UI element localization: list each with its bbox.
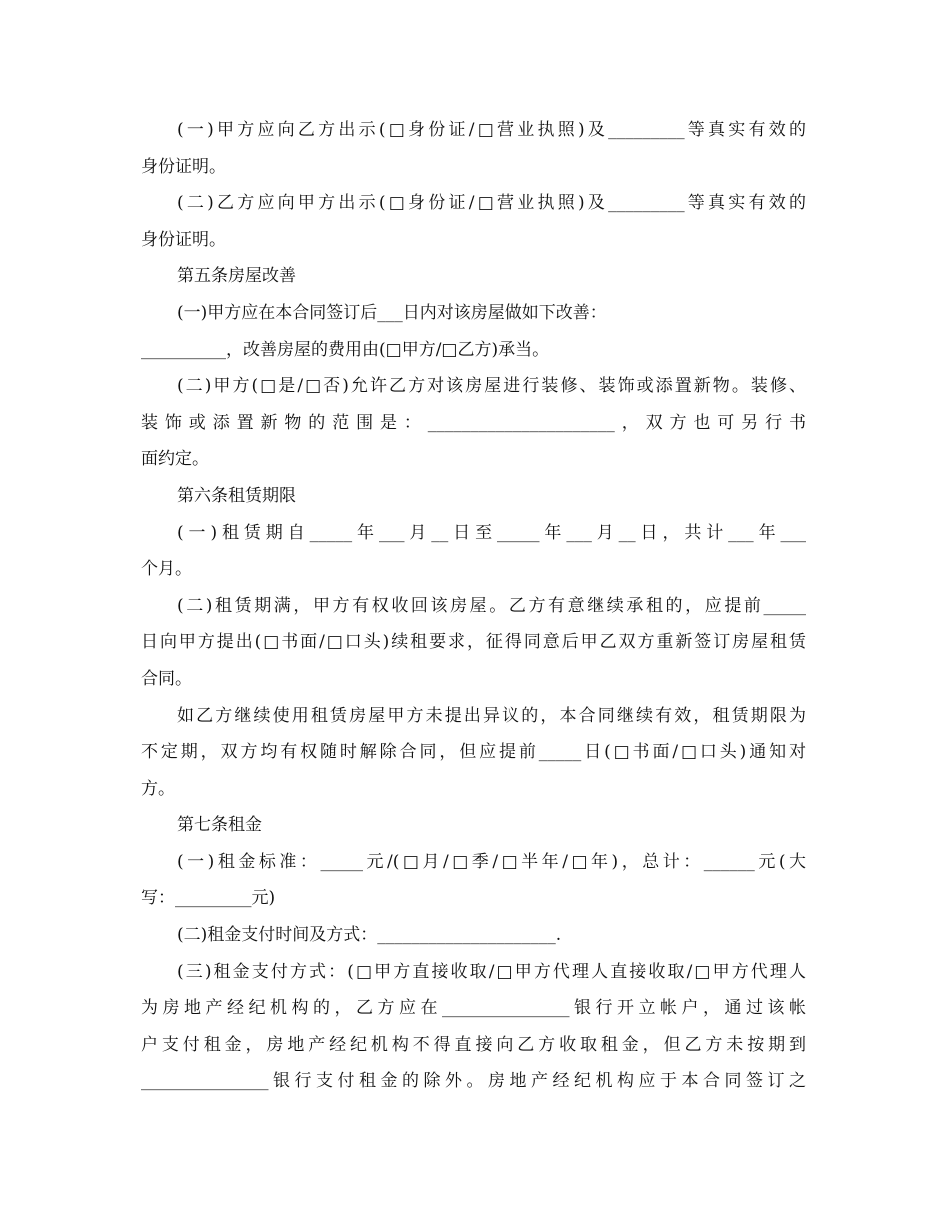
text-line: 户支付租金，房地产经纪机构不得直接向乙方收取租金，但乙方未按期到 [141,1034,806,1055]
contract-page [141,112,806,1100]
text-line: 身份证明。 [141,156,226,177]
text-line: (一)甲方应向乙方出示(□身份证/□营业执照)及_________等真实有效的 [177,120,806,140]
text-line: (二)甲方(□是/□否)允许乙方对该房屋进行装修、装饰或添置新物。装修、 [177,376,806,397]
text-line: (二)租金支付时间及方式：_____________________. [177,925,562,946]
text-line: 第六条租赁期限 [177,485,296,506]
text-line: 方。 [141,778,175,799]
text-line: 为房地产经纪机构的，乙方应在_______________银行开立帐户，通过该帐 [141,998,806,1019]
text-line: 第七条租金 [177,815,262,836]
text-line: 合同。 [141,668,192,689]
text-line: _______________银行支付租金的除外。房地产经纪机构应于本合同签订之 [141,1071,806,1092]
text-line: (三)租金支付方式：(□甲方直接收取/□甲方代理人直接收取/□甲方代理人 [177,961,806,982]
text-line: (一)租金标准：_____元/(□月/□季/□半年/□年)，总计：______元(大 [177,851,806,872]
text-line: (二)租赁期满，甲方有权收回该房屋。乙方有意继续承租的，应提前_____ [177,595,806,616]
text-line: (二)乙方应向甲方出示(□身份证/□营业执照)及_________等真实有效的 [177,193,806,214]
text-line: 面约定。 [141,449,209,470]
text-line: 不定期，双方均有权随时解除合同，但应提前_____日(□书面/□口头)通知对 [141,742,806,763]
text-line: 如乙方继续使用租赁房屋甲方未提出异议的，本合同继续有效，租赁期限为 [177,705,806,726]
text-line: 个月。 [141,559,192,580]
text-line: 第五条房屋改善 [177,266,296,287]
text-line: 装饰或添置新物的范围是：______________________，双方也可另行书 [141,412,806,433]
text-line: 写：_________元) [141,888,276,909]
text-line: __________，改善房屋的费用由(□甲方/□乙方)承当。 [141,339,550,360]
text-line: (一)租赁期自_____年___月__日至_____年___月__日，共计___年___ [177,522,806,543]
text-line: 日向甲方提出(□书面/□口头)续租要求，征得同意后甲乙双方重新签订房屋租赁 [141,632,806,653]
text-line: 身份证明。 [141,229,226,250]
text-line: (一)甲方应在本合同签订后___日内对该房屋做如下改善： [177,302,607,323]
